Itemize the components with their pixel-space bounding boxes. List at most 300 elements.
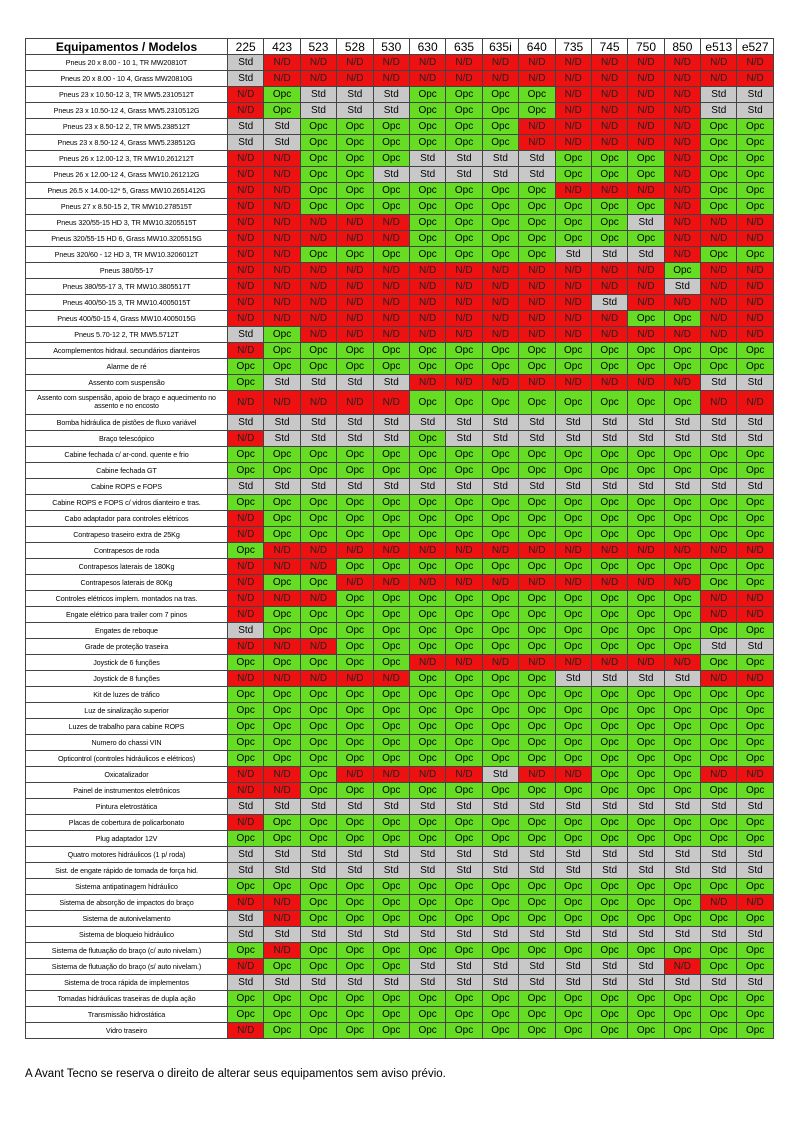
availability-cell: Opc xyxy=(591,879,627,895)
availability-cell: Opc xyxy=(300,247,336,263)
availability-cell: N/D xyxy=(409,55,445,71)
availability-cell: N/D xyxy=(264,391,300,415)
availability-cell: Std xyxy=(555,479,591,495)
availability-cell: Opc xyxy=(519,911,555,927)
availability-cell: Opc xyxy=(737,911,773,927)
availability-cell: Opc xyxy=(264,623,300,639)
availability-cell: N/D xyxy=(228,959,264,975)
availability-cell: Opc xyxy=(519,527,555,543)
availability-cell: N/D xyxy=(591,263,627,279)
equipment-name: Sistema de autonivelamento xyxy=(26,911,228,927)
table-row xyxy=(26,151,774,167)
equipment-name: Pneus 26 x 12.00-12 3, TR MW10.261212T xyxy=(26,151,228,167)
availability-cell: Opc xyxy=(228,703,264,719)
availability-cell: Opc xyxy=(446,511,482,527)
availability-cell: N/D xyxy=(737,215,773,231)
availability-cell: Std xyxy=(701,863,737,879)
availability-cell: Opc xyxy=(482,591,518,607)
equipment-name: Contrapesos de roda xyxy=(26,543,228,559)
availability-cell: Opc xyxy=(737,559,773,575)
availability-cell: Opc xyxy=(482,463,518,479)
availability-cell: Std xyxy=(628,847,664,863)
equipment-name: Luz de sinalização superior xyxy=(26,703,228,719)
availability-cell: Std xyxy=(664,927,700,943)
availability-cell: N/D xyxy=(664,215,700,231)
availability-cell: Opc xyxy=(482,751,518,767)
availability-cell: Opc xyxy=(628,703,664,719)
availability-cell: Std xyxy=(337,863,373,879)
table-row xyxy=(26,911,774,927)
availability-cell: Opc xyxy=(300,167,336,183)
equipment-name: Painel de instrumentos eletrônicos xyxy=(26,783,228,799)
availability-cell: Opc xyxy=(446,911,482,927)
availability-cell: Opc xyxy=(628,607,664,623)
availability-cell: N/D xyxy=(664,655,700,671)
availability-cell: Opc xyxy=(628,895,664,911)
availability-cell: Opc xyxy=(373,591,409,607)
availability-cell: Opc xyxy=(628,495,664,511)
availability-cell: N/D xyxy=(737,231,773,247)
equipment-name: Pneus 23 x 10.50-12 3, TR MW5.2310512T xyxy=(26,87,228,103)
availability-cell: Opc xyxy=(482,607,518,623)
availability-cell: N/D xyxy=(555,183,591,199)
equipment-matrix xyxy=(25,38,773,1039)
availability-cell: Opc xyxy=(664,527,700,543)
availability-cell: Opc xyxy=(228,991,264,1007)
table-row xyxy=(26,991,774,1007)
availability-cell: Std xyxy=(228,927,264,943)
availability-cell: Std xyxy=(446,863,482,879)
availability-cell: Opc xyxy=(737,183,773,199)
availability-cell: N/D xyxy=(337,327,373,343)
availability-cell: N/D xyxy=(555,375,591,391)
availability-cell: Opc xyxy=(555,527,591,543)
availability-cell: N/D xyxy=(264,591,300,607)
availability-cell: Opc xyxy=(737,119,773,135)
availability-cell: Std xyxy=(337,847,373,863)
table-row xyxy=(26,863,774,879)
availability-cell: N/D xyxy=(337,263,373,279)
availability-cell: Std xyxy=(446,415,482,431)
equipment-name: Pneus 26.5 x 14.00-12* 5, Grass MW10.2651412G xyxy=(26,183,228,199)
availability-cell: N/D xyxy=(446,575,482,591)
availability-cell: Opc xyxy=(337,1023,373,1039)
availability-cell: N/D xyxy=(701,279,737,295)
availability-cell: Opc xyxy=(373,119,409,135)
availability-cell: Std xyxy=(628,799,664,815)
availability-cell: Opc xyxy=(409,495,445,511)
availability-cell: Opc xyxy=(555,591,591,607)
availability-cell: N/D xyxy=(555,263,591,279)
availability-cell: Std xyxy=(446,975,482,991)
availability-cell: Opc xyxy=(373,559,409,575)
availability-cell: Opc xyxy=(264,447,300,463)
availability-cell: Opc xyxy=(519,607,555,623)
availability-cell: Std xyxy=(555,927,591,943)
availability-cell: N/D xyxy=(555,279,591,295)
table-row xyxy=(26,767,774,783)
availability-cell: Opc xyxy=(337,911,373,927)
equipment-name: Sistema antipatinagem hidráulico xyxy=(26,879,228,895)
availability-cell: N/D xyxy=(591,55,627,71)
availability-cell: N/D xyxy=(264,559,300,575)
availability-cell: Std xyxy=(337,375,373,391)
availability-cell: Std xyxy=(228,55,264,71)
availability-cell: Opc xyxy=(628,463,664,479)
availability-cell: N/D xyxy=(555,575,591,591)
availability-cell: Std xyxy=(300,927,336,943)
availability-cell: N/D xyxy=(228,527,264,543)
availability-cell: N/D xyxy=(264,231,300,247)
availability-cell: N/D xyxy=(519,135,555,151)
availability-cell: Std xyxy=(264,375,300,391)
availability-cell: N/D xyxy=(555,135,591,151)
availability-cell: N/D xyxy=(628,375,664,391)
equipment-name: Pneus 23 x 8.50-12 4, Grass MW5.238512G xyxy=(26,135,228,151)
model-header: 735 xyxy=(555,39,591,55)
availability-cell: Std xyxy=(373,431,409,447)
availability-cell: N/D xyxy=(228,559,264,575)
availability-cell: N/D xyxy=(228,263,264,279)
availability-cell: Opc xyxy=(628,815,664,831)
availability-cell: N/D xyxy=(591,183,627,199)
availability-cell: Opc xyxy=(446,943,482,959)
availability-cell: Opc xyxy=(373,687,409,703)
availability-cell: Std xyxy=(591,415,627,431)
availability-cell: Opc xyxy=(337,607,373,623)
availability-cell: Std xyxy=(555,431,591,447)
availability-cell: N/D xyxy=(264,783,300,799)
availability-cell: Opc xyxy=(555,623,591,639)
availability-cell: Opc xyxy=(591,943,627,959)
availability-cell: N/D xyxy=(519,655,555,671)
availability-cell: N/D xyxy=(482,295,518,311)
availability-cell: Opc xyxy=(446,463,482,479)
availability-cell: Std xyxy=(446,151,482,167)
availability-cell: Std xyxy=(628,415,664,431)
table-row xyxy=(26,623,774,639)
availability-cell: N/D xyxy=(555,327,591,343)
availability-cell: Opc xyxy=(482,215,518,231)
model-header: 530 xyxy=(373,39,409,55)
availability-cell: Opc xyxy=(373,735,409,751)
availability-cell: Std xyxy=(737,375,773,391)
footer-note: A Avant Tecno se reserva o direito de alterar seus equipamentos sem aviso prévio. xyxy=(25,1068,446,1080)
equipment-name: Pneus 320/55-15 HD 3, TR MW10.3205515T xyxy=(26,215,228,231)
availability-cell: Std xyxy=(373,87,409,103)
availability-cell: N/D xyxy=(264,55,300,71)
availability-cell: N/D xyxy=(555,543,591,559)
availability-cell: Opc xyxy=(264,103,300,119)
availability-cell: Opc xyxy=(482,943,518,959)
availability-cell: N/D xyxy=(591,327,627,343)
availability-cell: Std xyxy=(228,479,264,495)
table-row xyxy=(26,735,774,751)
availability-cell: N/D xyxy=(519,55,555,71)
model-header: 745 xyxy=(591,39,627,55)
availability-cell: Opc xyxy=(737,135,773,151)
availability-cell: N/D xyxy=(519,327,555,343)
availability-cell: Opc xyxy=(446,639,482,655)
availability-cell: Std xyxy=(228,135,264,151)
availability-cell: Opc xyxy=(519,1007,555,1023)
availability-cell: Std xyxy=(446,927,482,943)
availability-cell: Opc xyxy=(337,687,373,703)
availability-cell: Opc xyxy=(628,767,664,783)
availability-cell: N/D xyxy=(519,263,555,279)
availability-cell: Std xyxy=(264,479,300,495)
availability-cell: Opc xyxy=(300,527,336,543)
availability-cell: Opc xyxy=(664,463,700,479)
availability-cell: Opc xyxy=(337,167,373,183)
availability-cell: Std xyxy=(628,959,664,975)
availability-cell: Opc xyxy=(337,879,373,895)
table-row xyxy=(26,247,774,263)
availability-cell: Opc xyxy=(482,391,518,415)
availability-cell: Opc xyxy=(482,719,518,735)
availability-cell: Std xyxy=(519,863,555,879)
availability-cell: Opc xyxy=(446,815,482,831)
availability-cell: Opc xyxy=(591,911,627,927)
availability-cell: N/D xyxy=(228,247,264,263)
availability-cell: N/D xyxy=(628,55,664,71)
availability-cell: N/D xyxy=(409,311,445,327)
table-row xyxy=(26,103,774,119)
availability-cell: Opc xyxy=(482,119,518,135)
availability-cell: N/D xyxy=(264,895,300,911)
availability-cell: Opc xyxy=(373,463,409,479)
availability-cell: Opc xyxy=(664,735,700,751)
availability-cell: Opc xyxy=(228,655,264,671)
availability-cell: Opc xyxy=(701,991,737,1007)
availability-cell: Opc xyxy=(482,247,518,263)
availability-cell: N/D xyxy=(482,71,518,87)
availability-cell: Std xyxy=(737,975,773,991)
equipment-name: Pneus 320/60 - 12 HD 3, TR MW10.3206012T xyxy=(26,247,228,263)
availability-cell: Opc xyxy=(300,607,336,623)
availability-cell: Opc xyxy=(300,511,336,527)
availability-cell: Std xyxy=(264,431,300,447)
availability-cell: Opc xyxy=(409,343,445,359)
availability-cell: N/D xyxy=(664,103,700,119)
availability-cell: N/D xyxy=(264,279,300,295)
availability-cell: Opc xyxy=(264,735,300,751)
availability-cell: N/D xyxy=(555,87,591,103)
availability-cell: Std xyxy=(373,479,409,495)
availability-cell: Opc xyxy=(701,687,737,703)
availability-cell: N/D xyxy=(737,767,773,783)
table-row xyxy=(26,607,774,623)
availability-cell: Opc xyxy=(373,959,409,975)
availability-cell: Std xyxy=(664,479,700,495)
availability-cell: Std xyxy=(300,103,336,119)
availability-cell: Std xyxy=(446,431,482,447)
availability-cell: N/D xyxy=(701,263,737,279)
availability-cell: Opc xyxy=(519,815,555,831)
availability-cell: N/D xyxy=(300,71,336,87)
availability-cell: N/D xyxy=(701,215,737,231)
availability-cell: Opc xyxy=(737,495,773,511)
model-header: 528 xyxy=(337,39,373,55)
availability-cell: Opc xyxy=(555,735,591,751)
availability-cell: N/D xyxy=(664,71,700,87)
availability-cell: Opc xyxy=(555,783,591,799)
availability-cell: Opc xyxy=(555,895,591,911)
availability-cell: Opc xyxy=(737,719,773,735)
availability-cell: Std xyxy=(409,975,445,991)
availability-cell: Std xyxy=(482,167,518,183)
availability-cell: Opc xyxy=(482,1023,518,1039)
availability-cell: Opc xyxy=(555,495,591,511)
availability-cell: Opc xyxy=(228,359,264,375)
availability-cell: Opc xyxy=(664,687,700,703)
availability-cell: Std xyxy=(228,415,264,431)
availability-cell: Opc xyxy=(300,343,336,359)
availability-cell: Std xyxy=(519,847,555,863)
model-header: 635 xyxy=(446,39,482,55)
availability-cell: Opc xyxy=(591,623,627,639)
availability-cell: Std xyxy=(701,799,737,815)
availability-cell: Std xyxy=(228,71,264,87)
table-row xyxy=(26,751,774,767)
availability-cell: Opc xyxy=(373,783,409,799)
availability-cell: Opc xyxy=(264,1023,300,1039)
table-row xyxy=(26,279,774,295)
availability-cell: N/D xyxy=(300,639,336,655)
availability-cell: N/D xyxy=(555,55,591,71)
availability-cell: Opc xyxy=(701,151,737,167)
equipment-name: Engates de reboque xyxy=(26,623,228,639)
availability-cell: Opc xyxy=(701,1023,737,1039)
availability-cell: Opc xyxy=(519,343,555,359)
availability-cell: Opc xyxy=(555,359,591,375)
availability-cell: Opc xyxy=(446,783,482,799)
availability-cell: N/D xyxy=(482,375,518,391)
equipment-name: Cabine ROPS e FOPS c/ vidros dianteiro e tras. xyxy=(26,495,228,511)
table-row xyxy=(26,543,774,559)
availability-cell: Std xyxy=(228,911,264,927)
availability-cell: N/D xyxy=(701,767,737,783)
availability-cell: Opc xyxy=(300,463,336,479)
availability-cell: Opc xyxy=(519,623,555,639)
table-row xyxy=(26,55,774,71)
availability-cell: Std xyxy=(337,103,373,119)
availability-cell: Opc xyxy=(628,879,664,895)
availability-cell: Opc xyxy=(482,895,518,911)
availability-cell: Std xyxy=(409,415,445,431)
availability-cell: N/D xyxy=(555,295,591,311)
availability-cell: Opc xyxy=(628,359,664,375)
model-header: 423 xyxy=(264,39,300,55)
availability-cell: N/D xyxy=(737,55,773,71)
equipment-name: Sistema de absorção de impactos do braço xyxy=(26,895,228,911)
availability-cell: Opc xyxy=(555,1023,591,1039)
availability-cell: Opc xyxy=(482,87,518,103)
availability-cell: Opc xyxy=(228,831,264,847)
availability-cell: Opc xyxy=(555,703,591,719)
availability-cell: Opc xyxy=(373,247,409,263)
availability-cell: Opc xyxy=(519,1023,555,1039)
availability-cell: Std xyxy=(591,295,627,311)
availability-cell: Opc xyxy=(664,991,700,1007)
availability-cell: Opc xyxy=(446,735,482,751)
availability-cell: Opc xyxy=(701,719,737,735)
availability-cell: Opc xyxy=(373,511,409,527)
availability-cell: Std xyxy=(482,847,518,863)
availability-cell: Opc xyxy=(228,735,264,751)
equipment-name: Assento com suspensão xyxy=(26,375,228,391)
table-row xyxy=(26,375,774,391)
availability-cell: N/D xyxy=(519,71,555,87)
availability-cell: N/D xyxy=(300,55,336,71)
availability-cell: Opc xyxy=(555,151,591,167)
availability-cell: Opc xyxy=(300,687,336,703)
availability-cell: N/D xyxy=(373,543,409,559)
availability-cell: N/D xyxy=(228,343,264,359)
availability-cell: N/D xyxy=(228,511,264,527)
equipment-name: Plug adaptador 12V xyxy=(26,831,228,847)
availability-cell: Std xyxy=(591,959,627,975)
availability-cell: N/D xyxy=(446,311,482,327)
availability-cell: Opc xyxy=(409,1023,445,1039)
table-row xyxy=(26,527,774,543)
availability-cell: N/D xyxy=(701,895,737,911)
equipment-name: Sistema de flutuação do braço (c/ auto nivelam.) xyxy=(26,943,228,959)
availability-cell: Std xyxy=(555,247,591,263)
availability-cell: Std xyxy=(519,479,555,495)
availability-cell: Opc xyxy=(409,591,445,607)
availability-cell: N/D xyxy=(228,151,264,167)
availability-cell: Opc xyxy=(409,511,445,527)
availability-cell: N/D xyxy=(409,279,445,295)
availability-cell: Std xyxy=(664,863,700,879)
table-row xyxy=(26,655,774,671)
availability-cell: Opc xyxy=(628,559,664,575)
availability-cell: Opc xyxy=(409,687,445,703)
availability-cell: Opc xyxy=(300,879,336,895)
availability-cell: Opc xyxy=(628,1007,664,1023)
table-row xyxy=(26,183,774,199)
availability-cell: N/D xyxy=(664,55,700,71)
availability-cell: Std xyxy=(555,975,591,991)
availability-cell: N/D xyxy=(555,103,591,119)
availability-cell: Opc xyxy=(555,719,591,735)
availability-cell: N/D xyxy=(409,327,445,343)
equipment-name: Bomba hidráulica de pistões de fluxo variável xyxy=(26,415,228,431)
availability-cell: Opc xyxy=(482,639,518,655)
availability-cell: Opc xyxy=(446,559,482,575)
equipment-name: Grade de proteção traseira xyxy=(26,639,228,655)
availability-cell: Opc xyxy=(555,343,591,359)
availability-cell: Opc xyxy=(337,719,373,735)
availability-cell: Opc xyxy=(482,231,518,247)
availability-cell: Opc xyxy=(482,991,518,1007)
availability-cell: Opc xyxy=(591,831,627,847)
availability-cell: Opc xyxy=(628,343,664,359)
availability-cell: Opc xyxy=(701,735,737,751)
availability-cell: Opc xyxy=(591,391,627,415)
availability-cell: Opc xyxy=(664,511,700,527)
availability-cell: Std xyxy=(482,479,518,495)
availability-cell: N/D xyxy=(664,247,700,263)
availability-cell: Opc xyxy=(628,511,664,527)
table-row xyxy=(26,215,774,231)
availability-cell: Opc xyxy=(409,199,445,215)
table-row xyxy=(26,879,774,895)
availability-cell: N/D xyxy=(446,295,482,311)
availability-cell: Opc xyxy=(482,1007,518,1023)
availability-cell: Opc xyxy=(591,991,627,1007)
